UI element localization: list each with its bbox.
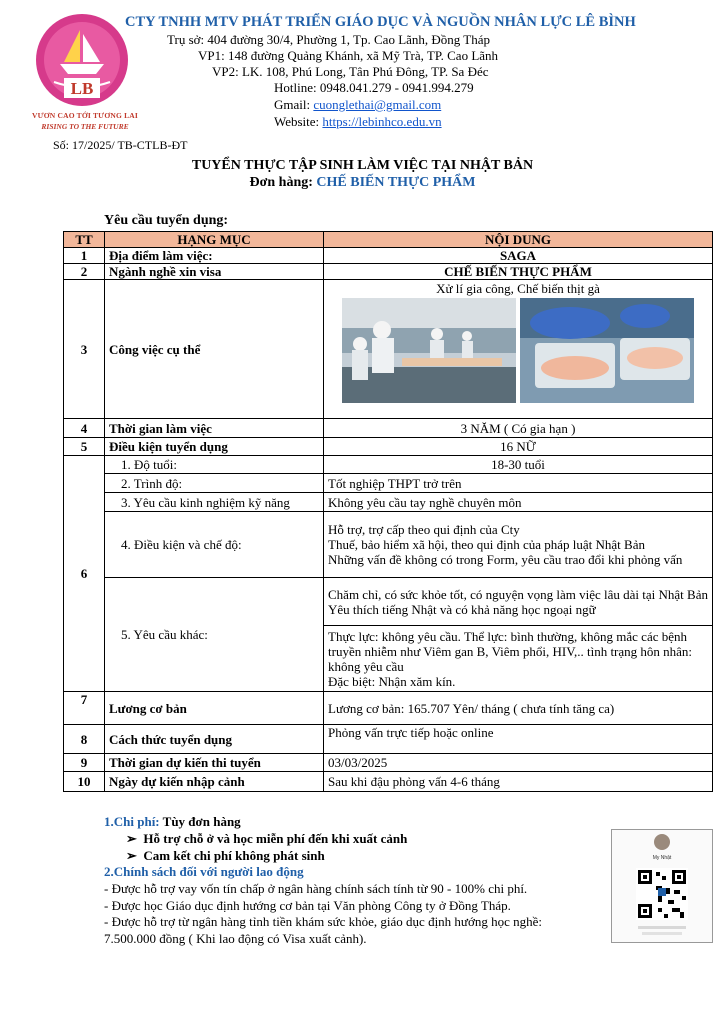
- costs-bullet-text: Cam kết chi phí không phát sinh: [143, 848, 325, 863]
- row-content: CHẾ BIẾN THỰC PHẨM: [324, 264, 713, 280]
- other-req-line: Đặc biệt: Nhận xăm kín.: [328, 673, 456, 689]
- row-item: 3. Yêu cầu kinh nghiệm kỹ năng: [105, 493, 324, 512]
- row-item: 1. Độ tuổi:: [105, 456, 324, 474]
- order-label: Đơn hàng:: [249, 175, 317, 190]
- gmail-link[interactable]: cuonglethai@gmail.com: [313, 97, 442, 112]
- table-row: [64, 474, 713, 493]
- row-content: 16 NỮ: [324, 438, 713, 456]
- policy-line: - Được học Giáo dục định hướng cơ bản tại Văn phòng Công ty ở Đồng Tháp.: [104, 898, 511, 913]
- website-label: Website:: [274, 114, 323, 129]
- row-item: Công việc cụ thể: [105, 280, 324, 419]
- other-req-line: Thực lực: không yêu cầu. Thể lực: bình thường, không mắc các bệnh truyền nhiễm như Viêm gan B, Viêm phổi, HIV,.. tình trạng hôn nhân: không yêu cầu: [328, 628, 693, 674]
- row-number: 10: [64, 772, 105, 792]
- website-link[interactable]: https://lebinhco.edu.vn: [322, 114, 442, 129]
- header-tt: TT: [64, 232, 105, 248]
- row-item: Lương cơ bản: [105, 692, 324, 725]
- table-row: [64, 248, 713, 264]
- row-content: Sau khi đậu phỏng vấn 4-6 tháng: [324, 772, 713, 792]
- hq-address: Trụ sở: 404 đường 30/4, Phường 1, Tp. Cao Lãnh, Đồng Tháp: [167, 32, 491, 47]
- row-number: 6: [64, 456, 105, 692]
- row-number: 5: [64, 438, 105, 456]
- job-photos: [328, 298, 708, 403]
- costs-label: 1.Chi phí:: [104, 814, 163, 829]
- row-number: 3: [64, 280, 105, 419]
- vp2-address: VP2: LK. 108, Phú Long, Tân Phú Đông, TP. Sa Đéc: [212, 64, 489, 79]
- other-req-line: Yêu thích tiếng Nhật và có khả năng học ngoại ngữ: [328, 601, 596, 617]
- table-row: [64, 772, 713, 792]
- table-row: [64, 280, 713, 419]
- row-content: Phỏng vấn trực tiếp hoặc online: [324, 725, 713, 754]
- row-item: Cách thức tuyển dụng: [105, 725, 324, 754]
- table-row: [64, 456, 713, 474]
- row-number: 8: [64, 725, 105, 754]
- row-content: 03/03/2025: [324, 754, 713, 772]
- table-row: [64, 438, 713, 456]
- row-item: 2. Trình độ:: [105, 474, 324, 493]
- row-content: [324, 280, 713, 419]
- benefit-line: Hỗ trợ, trợ cấp theo qui định của Cty: [328, 522, 520, 537]
- requirements-table: [63, 231, 713, 792]
- hotline: Hotline: 0948.041.279 - 0941.994.279: [274, 80, 474, 95]
- qr-contact-card[interactable]: [611, 829, 713, 943]
- row-number: 9: [64, 754, 105, 772]
- company-logo: [30, 12, 134, 112]
- table-row: [64, 725, 713, 754]
- row-number: 7: [64, 692, 105, 725]
- costs-line: [104, 814, 241, 830]
- company-name: CTY TNHH MTV PHÁT TRIỂN GIÁO DỤC VÀ NGUỒN NHÂN LỰC LÊ BÌNH: [125, 14, 636, 30]
- website-line: [274, 114, 442, 130]
- row-content: 18-30 tuổi: [324, 456, 713, 474]
- benefit-line: Những vấn đề không có trong Form, yêu cầu trao đổi khi phỏng vấn: [328, 552, 683, 567]
- page-title: TUYỂN THỰC TẬP SINH LÀM VIỆC TẠI NHẬT BẢN: [191, 158, 534, 173]
- policy-line: - Được hỗ trợ từ ngân hàng tỉnh tiền khám sức khỏe, giáo dục định hướng học nghề:: [104, 914, 543, 929]
- table-row: [64, 493, 713, 512]
- slogan-en: RISING TO THE FUTURE: [41, 122, 129, 131]
- gmail-label: Gmail:: [274, 97, 314, 112]
- header-content: NỘI DUNG: [324, 232, 713, 248]
- slogan-vi: VƯƠN CAO TỚI TƯƠNG LAI: [31, 111, 139, 120]
- table-row: [64, 754, 713, 772]
- costs-bullet-text: Hỗ trợ chỗ ở và học miễn phí đến khi xuất cảnh: [143, 831, 408, 846]
- factory-photo: [342, 298, 516, 403]
- row-item: Ngày dự kiến nhập cảnh: [105, 772, 324, 792]
- row-item: Thời gian dự kiến thi tuyển: [105, 754, 324, 772]
- row-content: [324, 626, 713, 692]
- other-req-line: Chăm chỉ, có sức khỏe tốt, có nguyện vọng làm việc lâu dài tại Nhật Bản: [328, 586, 708, 602]
- row-number: 2: [64, 264, 105, 280]
- row-content: [324, 578, 713, 626]
- table-row: [64, 578, 713, 626]
- row-content: Không yêu cầu tay nghề chuyên môn: [324, 493, 713, 512]
- row-item: Ngành nghề xin visa: [105, 264, 324, 280]
- doc-number: Số: 17/2025/ TB-CTLB-ĐT: [53, 138, 188, 152]
- row-number: 1: [64, 248, 105, 264]
- table-row: [64, 512, 713, 578]
- policy-line: 7.500.000 đồng ( Khi lao động có Visa xuất cảnh).: [104, 931, 367, 946]
- row-item: 4. Điều kiện và chế độ:: [105, 512, 324, 578]
- row-number: 4: [64, 419, 105, 438]
- row-content: Tốt nghiệp THPT trở trên: [324, 474, 713, 493]
- costs-bullet: [126, 831, 407, 847]
- vp1-address: VP1: 148 đường Quảng Khánh, xã Mỹ Trà, TP. Cao Lãnh: [198, 48, 499, 63]
- qr-card-name: My Nhật: [652, 855, 672, 861]
- policy-heading: 2.Chính sách đối với người lao động: [104, 864, 304, 879]
- meat-tray-photo: [520, 298, 694, 403]
- row-item: 5. Yêu cầu khác:: [105, 578, 324, 692]
- table-row: [64, 692, 713, 725]
- table-header-row: [64, 232, 713, 248]
- row-content: SAGA: [324, 248, 713, 264]
- benefit-line: Thuế, bảo hiểm xã hội, theo qui định của pháp luật Nhật Bản: [328, 537, 645, 552]
- row-content: Lương cơ bản: 165.707 Yên/ tháng ( chưa tính tăng ca): [324, 692, 713, 725]
- policy-line: - Được hỗ trợ vay vốn tín chấp ở ngân hàng chính sách tính từ 90 - 100% chi phí.: [104, 881, 528, 896]
- order-value: CHẾ BIẾN THỰC PHẨM: [316, 175, 476, 190]
- order-line: [0, 175, 725, 191]
- row-item: Điều kiện tuyển dụng: [105, 438, 324, 456]
- row-content: 3 NĂM ( Có gia hạn ): [324, 419, 713, 438]
- table-row: [64, 264, 713, 280]
- requirements-heading: Yêu cầu tuyển dụng:: [104, 213, 229, 228]
- costs-bullet: [126, 848, 325, 864]
- gmail-line: [274, 97, 441, 113]
- table-row: [64, 419, 713, 438]
- header-item: HẠNG MỤC: [105, 232, 324, 248]
- row-item: Địa điểm làm việc:: [105, 248, 324, 264]
- arrow-bullet-icon: ➢: [126, 831, 137, 846]
- arrow-bullet-icon: ➢: [126, 848, 137, 863]
- costs-value: Tùy đơn hàng: [162, 814, 241, 829]
- logo-text: LB: [70, 79, 94, 98]
- job-description: Xử lí gia công, Chế biến thịt gà: [436, 281, 600, 296]
- row-item: Thời gian làm việc: [105, 419, 324, 438]
- row-content: [324, 512, 713, 578]
